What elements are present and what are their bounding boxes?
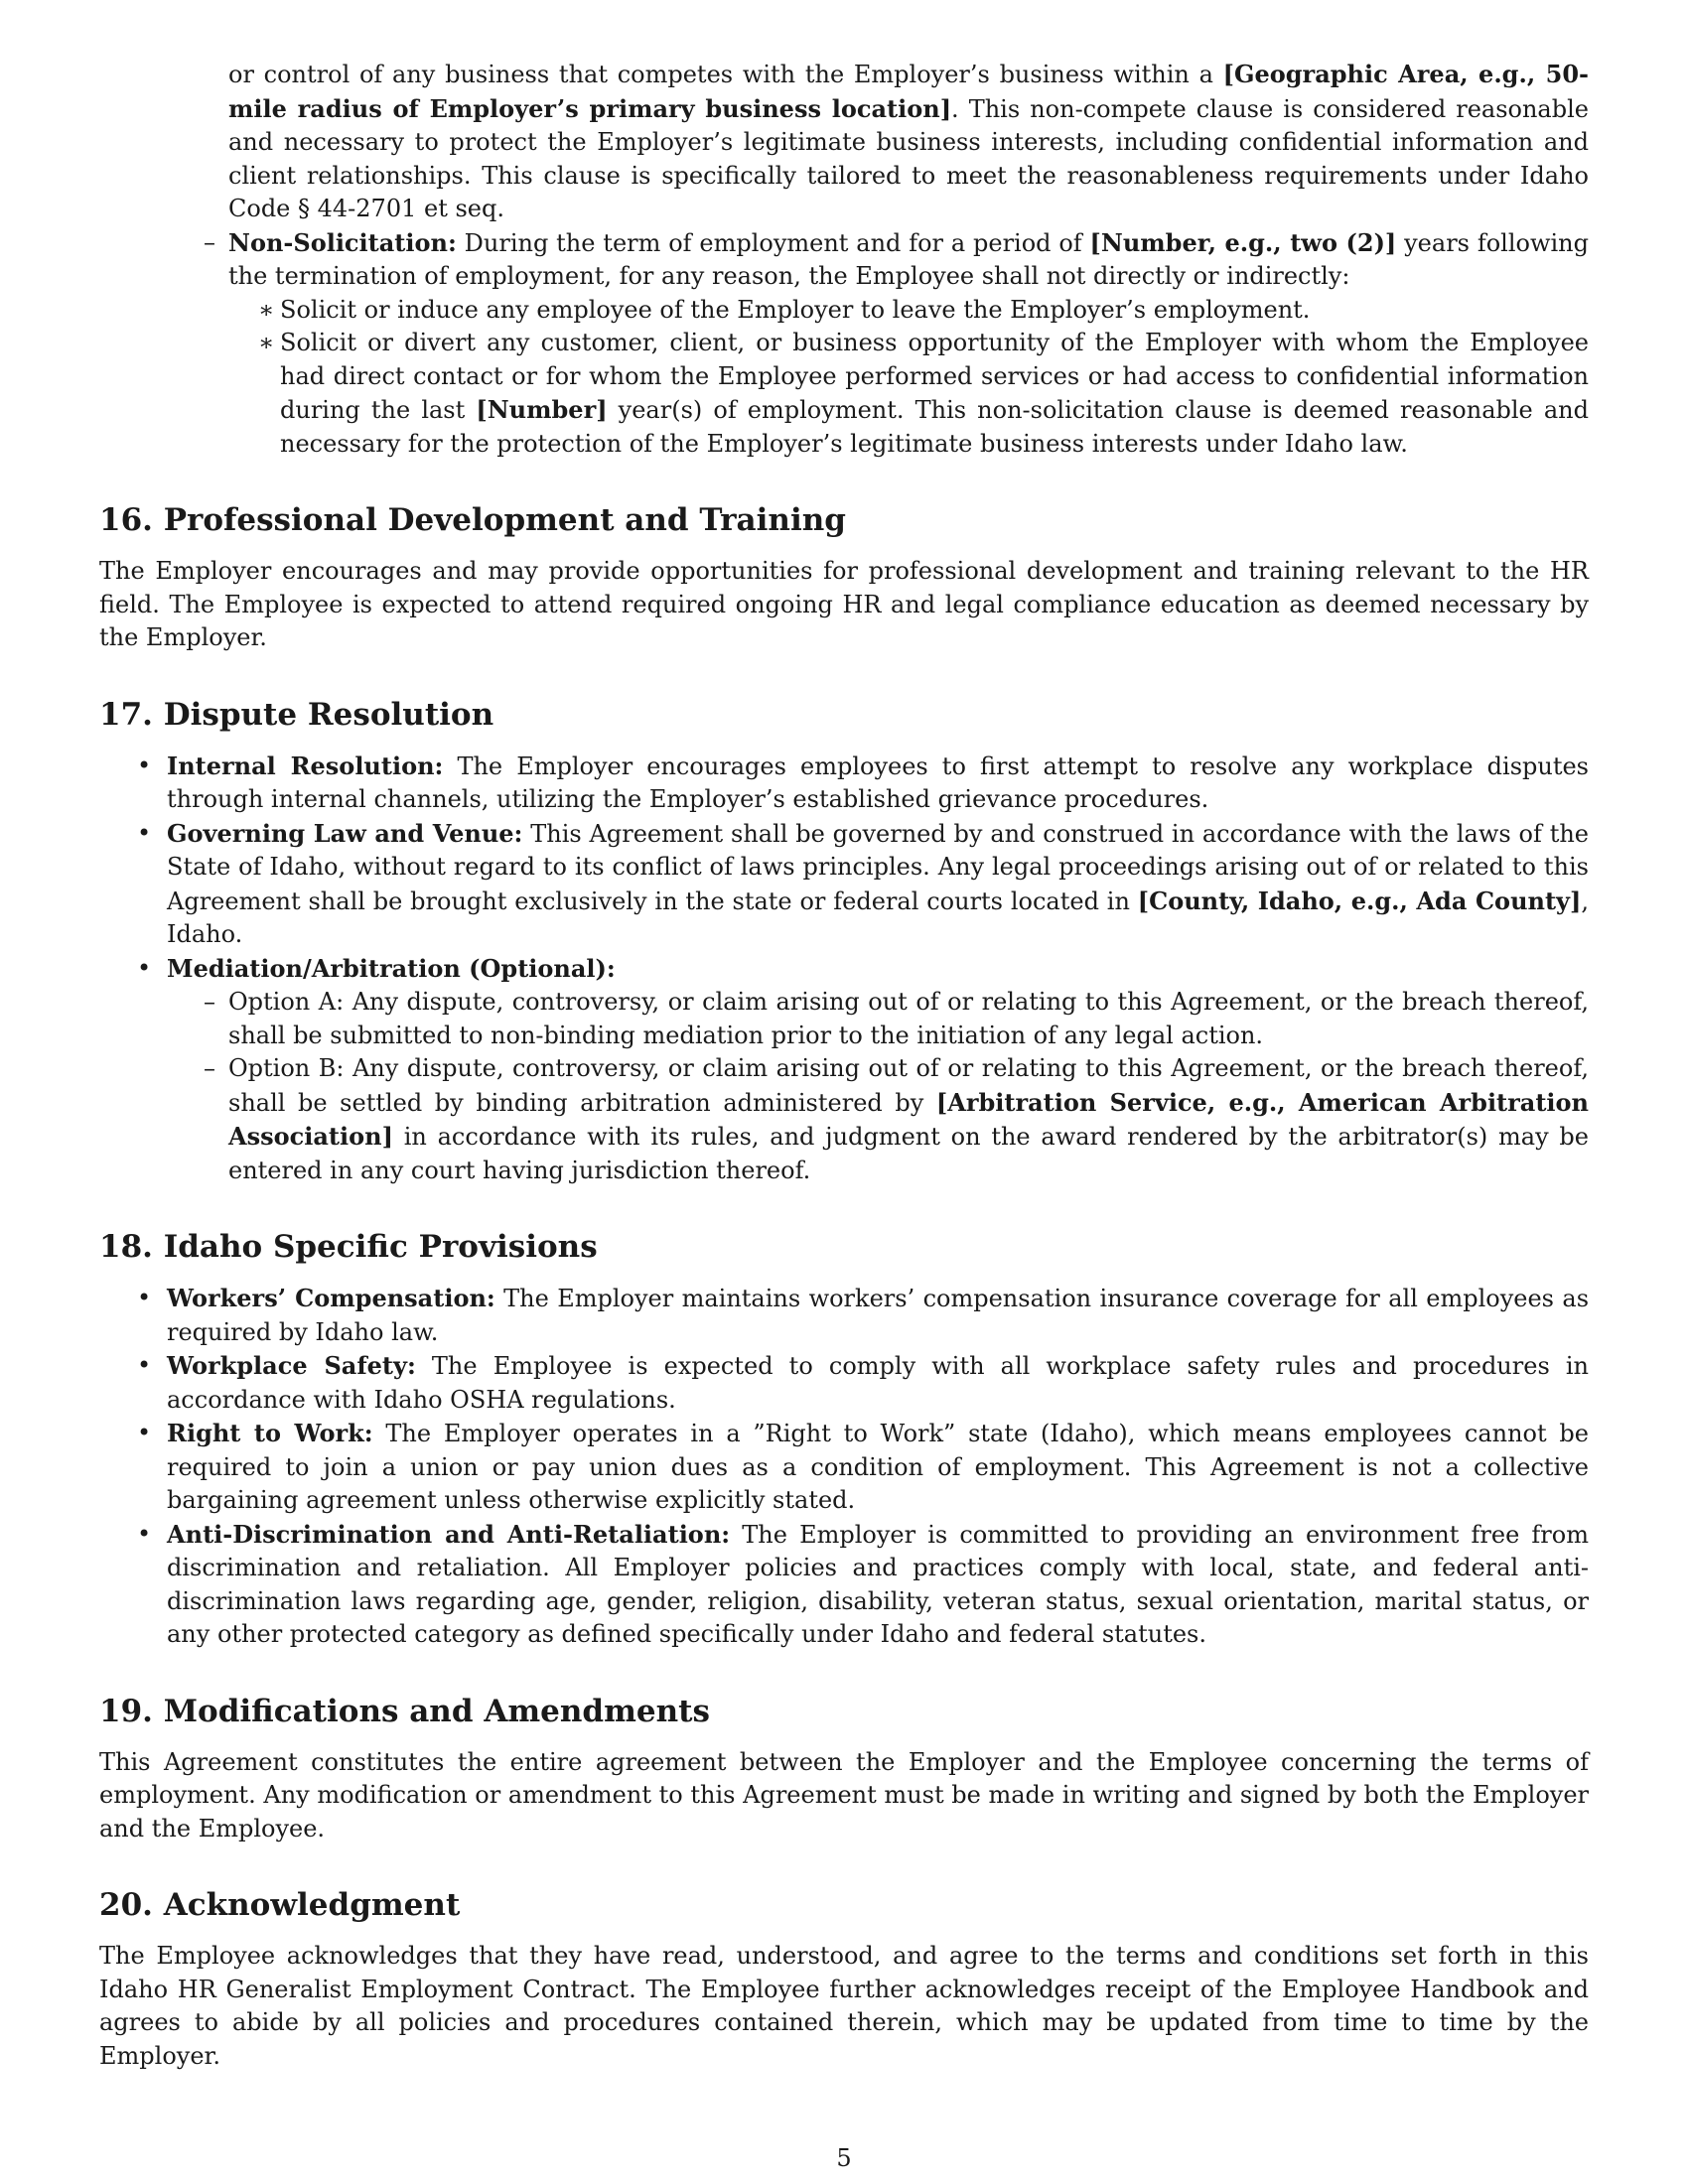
option-a-item: – Option A: Any dispute, controversy, or claim arising out of or relating to this Agreement, or the breach thereof, shall be submitted to non-binding mediation prior to the initiation of any legal action.: [167, 986, 1589, 1052]
section-20-title: 20. Acknowledgment: [99, 1887, 461, 1923]
geographic-area-placeholder: [Geographic Area, e.g., 50-mile radius of Employer’s primary business location]: [228, 60, 1589, 123]
section-16: [99, 500, 1589, 655]
right-to-work-item: • Right to Work: The Employer operates in a ”Right to Work” state (Idaho), which means employees cannot be required to join a union or pay union dues as a condition of employment. This Agreement is not a collective bargaining agreement unless otherwise explicitly stated.: [99, 1417, 1589, 1518]
section-16-title: 16. Professional Development and Training: [99, 502, 846, 538]
section-19: [99, 1692, 1589, 1846]
governing-law-item: • Governing Law and Venue: This Agreement shall be governed by and construed in accordance with the laws of the State of Idaho, without regard to its conflict of laws principles. Any legal proceedings arising out of or related to this Agreement shall be brought exclusively in the state or federal courts located in [County, Idaho, e.g., Ada County], Idaho.: [99, 817, 1589, 952]
nonsolicit-block: [99, 226, 1589, 462]
anti-discrimination-item: • Anti-Discrimination and Anti-Retaliation: The Employer is committed to providing an environment free from discrimination and retaliation. All Employer policies and practices comply with local, state, and federal anti-discrimination laws regarding age, gender, religion, disability, veteran status, sexual orientation, marital status, or any other protected category as defined specifically under Idaho and federal statutes.: [99, 1518, 1589, 1652]
section-20-body: The Employee acknowledges that they have read, understood, and agree to the terms and conditions set forth in this Idaho HR Generalist Employment Contract. The Employee further acknowledges receipt of the Employee Handbook and agrees to abide by all policies and procedures contained therein, which may be updated from time to time by the Employer.: [99, 1942, 1589, 2070]
nonsolicit-subitem-customers: ∗ Solicit or divert any customer, client, or business opportunity of the Employer with whom the Employee had direct contact or for whom the Employee performed services or had access to confidential information during the last [Number] year(s) of employment. This non-solicitation clause is deemed reasonable and necessary for the protection of the Employer’s legitimate business interests under Idaho law.: [228, 327, 1589, 461]
page-number: 5: [836, 2144, 852, 2172]
nonsolicit-subitem-employees: ∗ Solicit or induce any employee of the Employer to leave the Employer’s employment.: [228, 294, 1589, 328]
nonsolicit-years-placeholder: [Number, e.g., two (2)]: [1089, 227, 1397, 257]
nonsolicit-label: Non-Solicitation:: [228, 227, 457, 257]
section-17-title: 17. Dispute Resolution: [99, 696, 494, 733]
section-16-body: The Employer encourages and may provide opportunities for professional development and training relevant to the HR field. The Employee is expected to attend required ongoing HR and legal compliance education as deemed necessary by the Employer.: [99, 557, 1589, 651]
section-18-title: 18. Idaho Specific Provisions: [99, 1229, 598, 1265]
section-20: [99, 1885, 1589, 2073]
workers-compensation-item: • Workers’ Compensation: The Employer maintains workers’ compensation insurance coverage for all employees as required by Idaho law.: [99, 1282, 1589, 1349]
section-17: [99, 695, 1589, 1188]
section-19-body: This Agreement constitutes the entire agreement between the Employer and the Employee concerning the terms of employment. Any modification or amendment to this Agreement must be made in writing and signed by both the Employer and the Employee.: [99, 1747, 1589, 1843]
section-18: [99, 1227, 1589, 1652]
option-b-item: – Option B: Any dispute, controversy, or claim arising out of or relating to this Agreement, or the breach thereof, shall be settled by binding arbitration administered by [Arbitration Service, e.g., American Arbitration Association] in accordance with its rules, and judgment on the award rendered by the arbitrator(s) may be entered in any court having jurisdiction thereof.: [167, 1052, 1589, 1187]
internal-resolution-item: • Internal Resolution: The Employer encourages employees to first attempt to resolve any workplace disputes through internal channels, utilizing the Employer’s established grievance procedures.: [99, 750, 1589, 817]
noncompete-continuation: or control of any business that competes with the Employer’s business within a [Geographic Area, e.g., 50-mile radius of Employer’s primary business location]. This non-compete clause is considered reasonable and necessary to protect the Employer’s legitimate business interests, including confidential information and client relationships. This clause is specifically tailored to meet the reasonableness requirements under Idaho Code § 44-2701 et seq.: [228, 60, 1589, 222]
nonsolicit-item: – Non-Solicitation: During the term of employment and for a period of [Number, e.g., two (2)] years following the termination of employment, for any reason, the Employee shall not directly or indirectly: ∗ Solicit or induce any employee of the Employer to leave the Employer’s employment. ∗ Solicit or divert any customer, client, or business opportunity of the Employer with whom the Employee had direct contact or for whom the Employee performed services or had access to confidential information during the last [Number] year(s) of employment. This non-solicitation clause is deemed reasonable and necessary for the protection of the Employer’s legitimate business interests under Idaho law.: [167, 226, 1589, 462]
section-19-title: 19. Modifications and Amendments: [99, 1693, 710, 1729]
workplace-safety-item: • Workplace Safety: The Employee is expected to comply with all workplace safety rules and procedures in accordance with Idaho OSHA regulations.: [99, 1349, 1589, 1417]
document-page: [99, 58, 1589, 2073]
mediation-arbitration-item: • Mediation/Arbitration (Optional): – Option A: Any dispute, controversy, or claim arising out of or relating to this Agreement, or the breach thereof, shall be submitted to non-binding mediation prior to the initiation of any legal action. – Option B: Any dispute, controversy, or claim arising out of or relating to this Agreement, or the breach thereof, shall be settled by binding arbitration administered by [Arbitration Service, e.g., American Arbitration Association] in accordance with its rules, and judgment on the award rendered by the arbitrator(s) may be entered in any court having jurisdiction thereof.: [99, 952, 1589, 1188]
